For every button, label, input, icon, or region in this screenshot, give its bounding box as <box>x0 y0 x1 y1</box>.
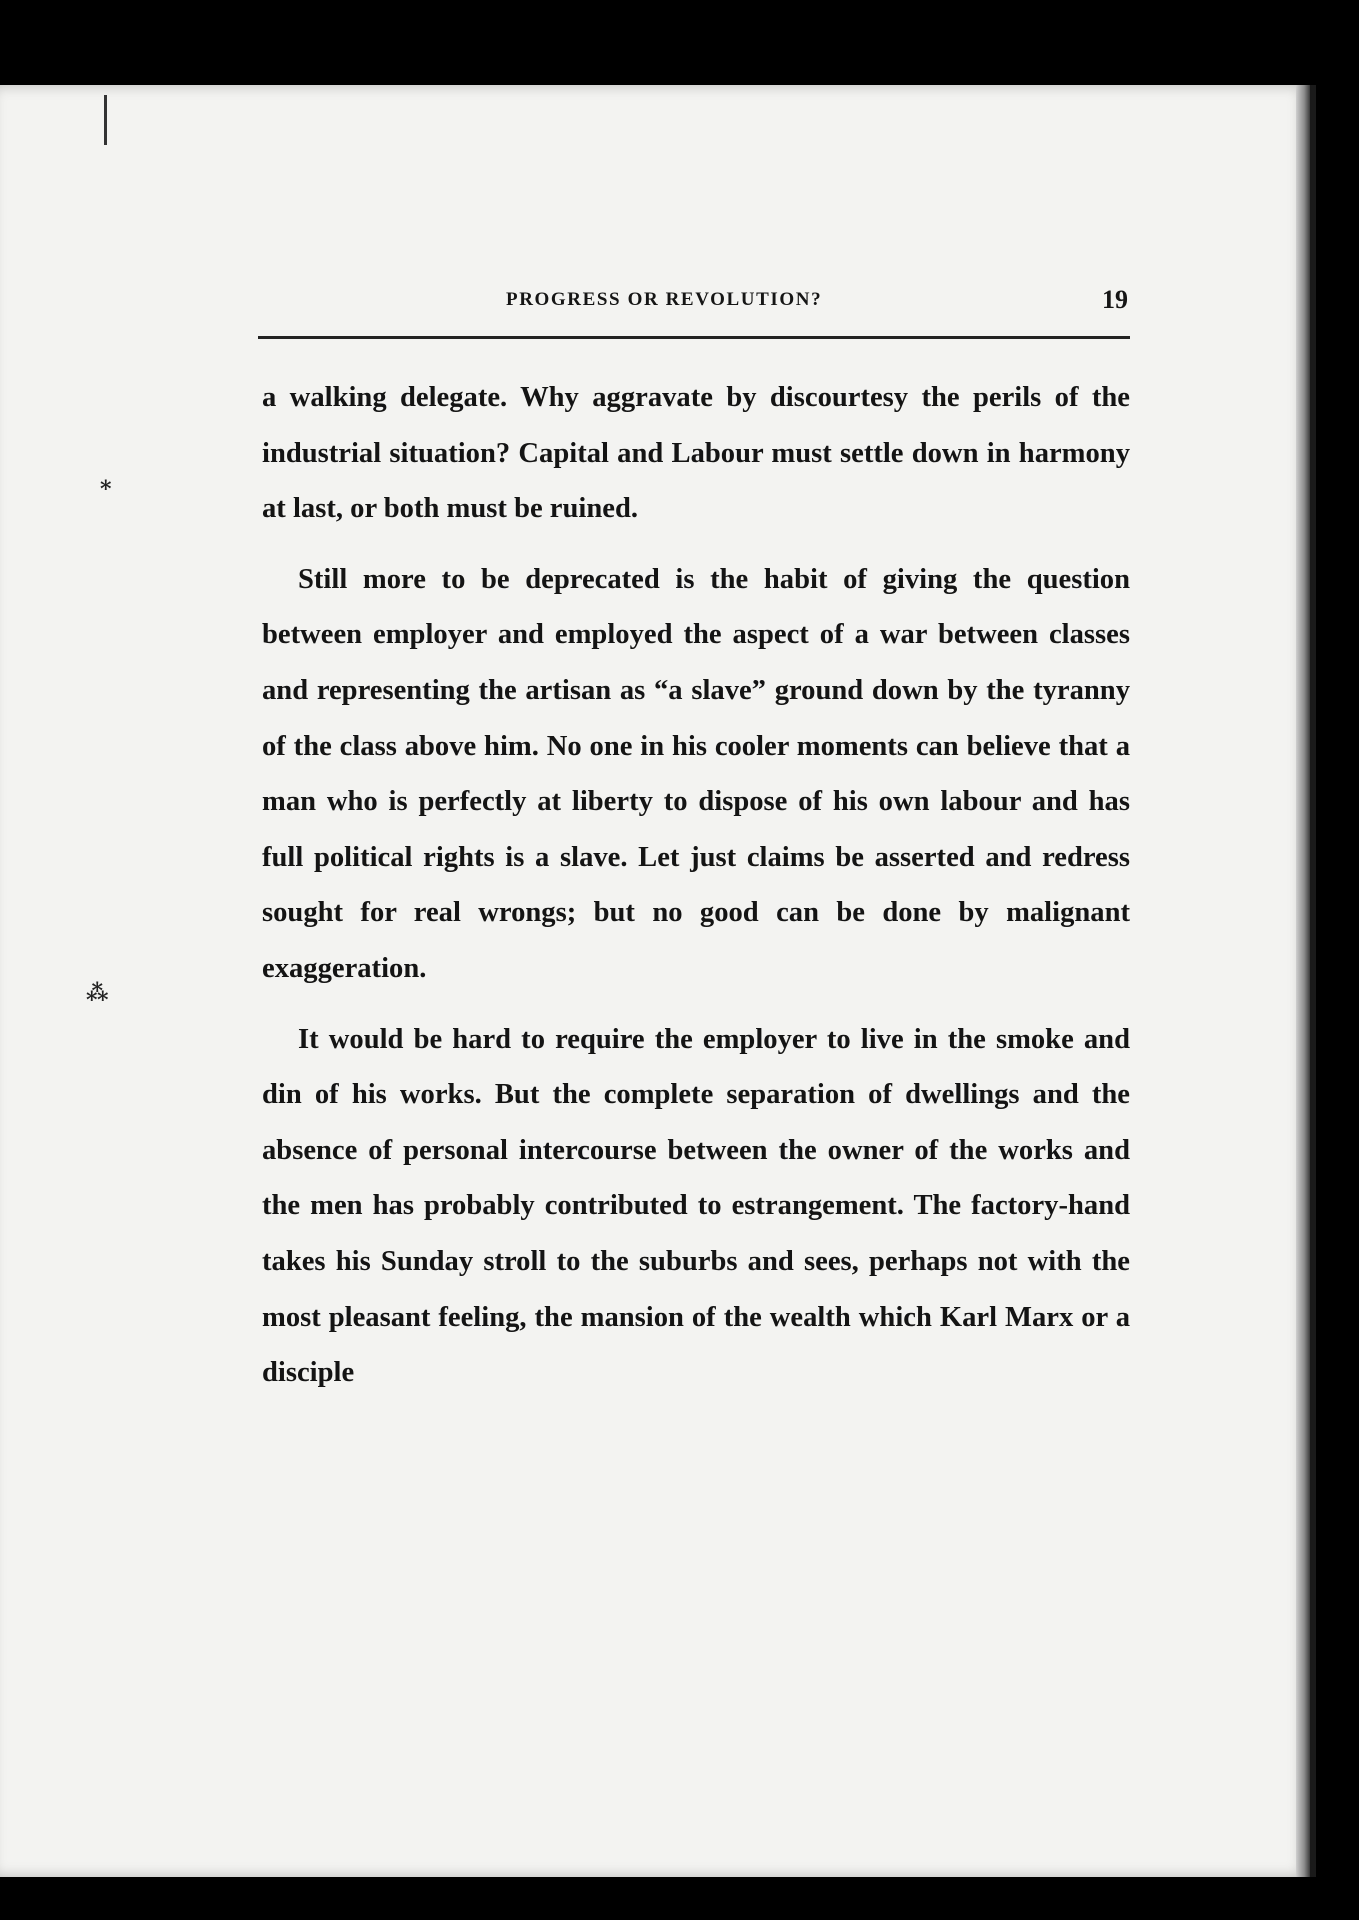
running-title: PROGRESS OR REVOLUTION? <box>506 289 823 310</box>
page-number: 19 <box>1102 285 1128 314</box>
paragraph: a walking delegate. Why aggravate by discourtesy the perils of the industrial situation? Capital and Labour must settle down in harmony at last, or both must be ruined. <box>262 382 1130 525</box>
paragraph: Still more to be deprecated is the habit of giving the question between employer and employed the aspect of a war between classes and representing the artisan as “a slave” ground down by the tyranny of the class above him. No one in his cooler moments can believe that a man who is perfectly at liberty to dispose of his own labour and has full political rights is a slave. Let just claims be asserted and redress sought for real wrongs; but no good can be done by malignant exaggeration. <box>262 563 1130 984</box>
gutter-speck: ⁎ <box>100 470 112 496</box>
paragraph: It would be hard to require the employer to live in the smoke and din of his works. But the complete separation of dwellings and the absence of personal intercourse between the owner of the works and the men has probably contributed to estrangement. The factory-hand takes his Sunday stroll to the suburbs and sees, perhaps not with the most pleasant feeling, the mansion of the wealth which Karl Marx or a disciple <box>262 1023 1130 1389</box>
running-head <box>262 285 1130 325</box>
gutter-speck: ⁂ <box>86 980 109 1006</box>
gutter-mark <box>104 95 107 145</box>
body-text <box>262 370 1130 1416</box>
header-rule <box>258 336 1130 339</box>
page-edge-shadow <box>1296 85 1310 1877</box>
